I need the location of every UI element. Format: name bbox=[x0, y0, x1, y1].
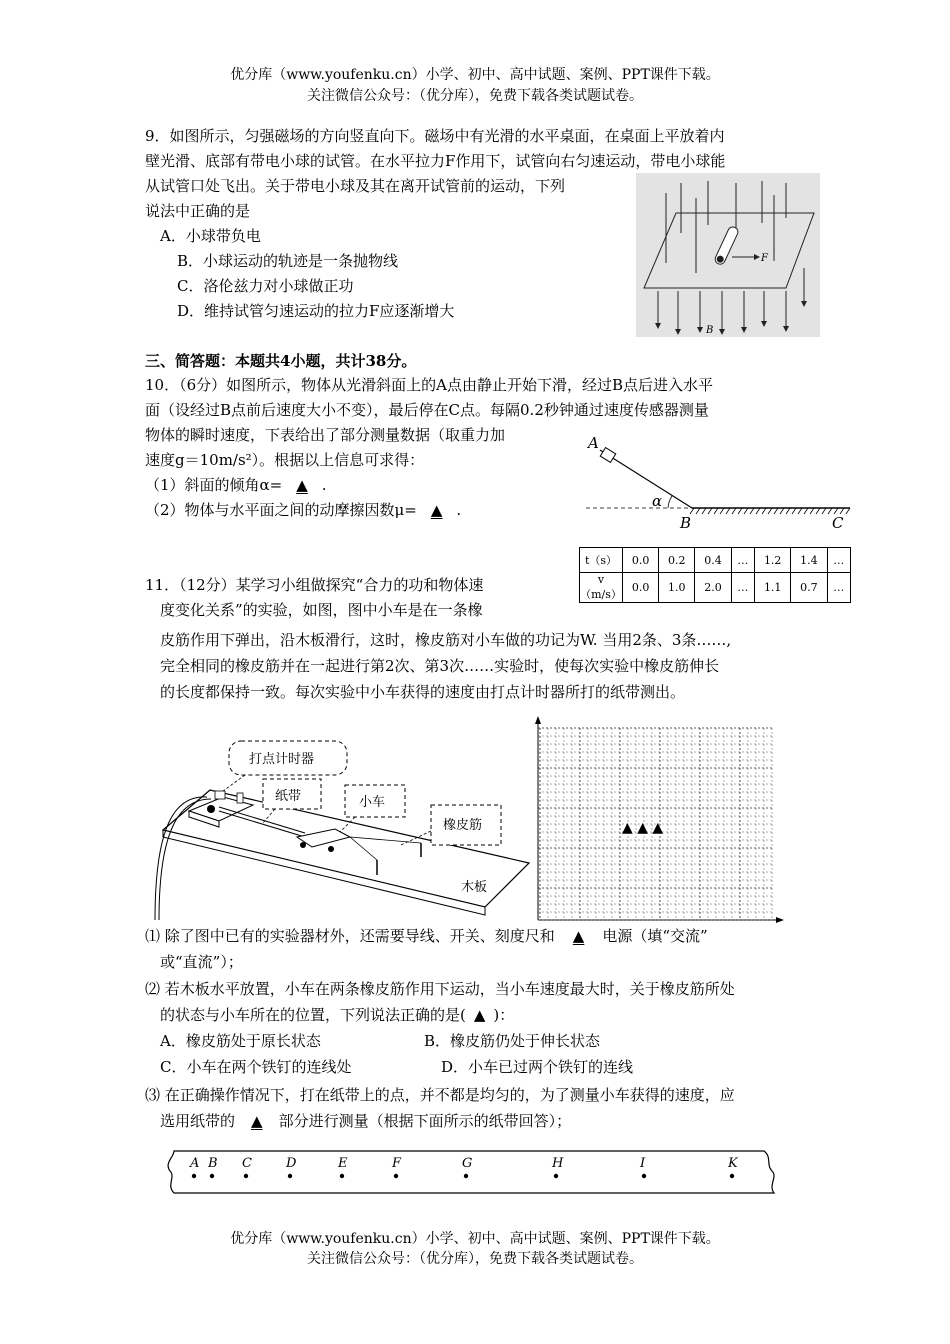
q11-part-3-line-1: ⑶ 在正确操作情况下，打在纸带上的点，并不都是均匀的，为了测量小车获得的速度，应 bbox=[145, 1086, 735, 1104]
q10-answer-blank-1[interactable]: ▲ bbox=[296, 476, 308, 494]
q10-incline-figure bbox=[582, 430, 854, 536]
q11-fig-label-band: 橡皮筋 bbox=[443, 818, 483, 833]
q11-line-2: 度变化关系”的实验，如图，图中小车是在一条橡 bbox=[160, 601, 483, 619]
q10-fig-label-b: B bbox=[680, 514, 692, 532]
tape-point-dot-i bbox=[642, 1174, 646, 1178]
q9-magnetic-field-figure bbox=[636, 173, 820, 337]
q11-part-3-text-b: 部分进行测量（根据下面所示的纸带回答）； bbox=[278, 1112, 572, 1130]
q10-fig-label-a: A bbox=[588, 434, 599, 452]
q10-sub-1-text: （1）斜面的倾角α= bbox=[145, 476, 283, 494]
q11-line-3: 皮筋作用下弹出，沿木板滑行，这时，橡皮筋对小车做的功记为W. 当用2条、3条……, bbox=[160, 631, 732, 649]
table-cell: 2.0 bbox=[695, 573, 731, 603]
table-cell: 0.7 bbox=[791, 573, 827, 603]
tape-point-label-c: C bbox=[242, 1156, 252, 1171]
tape-point-label-e: E bbox=[338, 1156, 348, 1171]
q11-line-5: 的长度都保持一致。每次实验中小车获得的速度由打点计时器所打的纸带测出。 bbox=[160, 683, 686, 701]
q10-line-3: 物体的瞬时速度，下表给出了部分测量数据（取重力加 bbox=[145, 426, 506, 444]
q11-paper-tape bbox=[160, 1145, 782, 1201]
q11-fig-label-board: 木板 bbox=[461, 880, 488, 895]
section-3-title: 三、简答题：本题共4小题，共计38分。 bbox=[145, 352, 417, 370]
q11-part-3-text-a: 选用纸带的 bbox=[160, 1112, 236, 1130]
tape-point-dot-a bbox=[192, 1174, 196, 1178]
q11-option-c: C．小车在两个铁钉的连线处 bbox=[160, 1058, 352, 1076]
table-cell: v（m/s） bbox=[580, 573, 622, 601]
q10-data-table bbox=[579, 547, 851, 603]
tape-point-dot-f bbox=[394, 1174, 398, 1178]
q10-sub-2-text: （2）物体与水平面之间的动摩擦因数μ= bbox=[145, 501, 417, 519]
q9-fig-label-f: F bbox=[761, 253, 768, 264]
tape-point-label-f: F bbox=[392, 1156, 402, 1171]
q10-line-1: 10．（6分）如图所示，物体从光滑斜面上的A点由静止开始下滑，经过B点后进入水平 bbox=[145, 376, 713, 394]
table-cell: … bbox=[827, 573, 851, 603]
q11-fig-label-cart: 小车 bbox=[359, 795, 386, 810]
q11-part-1-line-1 bbox=[145, 924, 708, 949]
table-cell: … bbox=[731, 548, 754, 573]
q11-option-a: A．橡皮筋处于原长状态 bbox=[160, 1032, 321, 1050]
q11-answer-blank-3[interactable]: ▲ bbox=[251, 1112, 263, 1130]
q11-fig-label-timer: 打点计时器 bbox=[249, 752, 315, 767]
q9-option-a: A．小球带负电 bbox=[160, 227, 261, 245]
q11-part-2-text-b: )： bbox=[493, 1006, 515, 1024]
table-cell: t（s） bbox=[580, 548, 623, 573]
table-row bbox=[580, 573, 851, 603]
q11-part-2-text-a: 的状态与小车所在的位置，下列说法正确的是( bbox=[160, 1006, 466, 1024]
q10-answer-blank-2[interactable]: ▲ bbox=[430, 501, 443, 519]
tape-point-label-d: D bbox=[286, 1156, 297, 1171]
q11-part-2-line-2 bbox=[160, 1003, 514, 1028]
tape-point-label-i: I bbox=[640, 1156, 646, 1171]
q11-fig-label-tape: 纸带 bbox=[275, 789, 302, 804]
q9-option-b: B．小球运动的轨迹是一条抛物线 bbox=[177, 252, 399, 270]
q10-line-4: 速度g＝10m/s²）。根据以上信息可求得： bbox=[145, 451, 425, 469]
table-row bbox=[580, 548, 851, 573]
q10-line-2: 面（设经过B点前后速度大小不变），最后停在C点。每隔0.2秒钟通过速度传感器测量 bbox=[145, 401, 709, 419]
q11-grid-marks: ▲ ▲ ▲ bbox=[622, 820, 664, 836]
q9-line-1: 9．如图所示，匀强磁场的方向竖直向下。磁场中有光滑的水平桌面，在桌面上平放着内 bbox=[145, 127, 725, 145]
tape-point-dot-c bbox=[244, 1174, 248, 1178]
tape-point-label-a: A bbox=[190, 1156, 200, 1171]
tape-point-label-h: H bbox=[552, 1156, 564, 1171]
tape-point-dot-e bbox=[340, 1174, 344, 1178]
q11-apparatus-figure bbox=[145, 735, 530, 920]
table-cell: 1.1 bbox=[755, 573, 791, 603]
table-cell: 0.0 bbox=[623, 548, 659, 573]
tape-point-label-k: K bbox=[728, 1156, 738, 1171]
table-cell: … bbox=[827, 548, 851, 573]
q10-sub-2: （2）物体与水平面之间的动摩擦因数μ= ▲ . bbox=[145, 498, 461, 523]
q11-answer-blank-1[interactable]: ▲ bbox=[572, 927, 585, 945]
q9-option-c: C．洛伦兹力对小球做正功 bbox=[177, 277, 354, 295]
header-line-2: 关注微信公众号：（优分库），免费下载各类试题试卷。 bbox=[307, 88, 643, 104]
table-cell: 1.4 bbox=[791, 548, 827, 573]
q11-part-3-line-2 bbox=[160, 1109, 571, 1134]
header-line-1: 优分库（www.youfenku.cn）小学、初中、高中试题、案例、PPT课件下载。 bbox=[230, 67, 720, 83]
tape-point-dot-d bbox=[288, 1174, 292, 1178]
table-cell: 0.0 bbox=[623, 573, 659, 603]
q10-sub-1: （1）斜面的倾角α= ▲ . bbox=[145, 473, 327, 498]
q11-line-4: 完全相同的橡皮筋并在一起进行第2次、第3次……实验时，使每次实验中橡皮筋伸长 bbox=[160, 657, 720, 675]
footer-line-2: 关注微信公众号：（优分库），免费下载各类试题试卷。 bbox=[307, 1251, 643, 1267]
q11-option-d: D．小车已过两个铁钉的连线 bbox=[441, 1058, 634, 1076]
footer-line-1: 优分库（www.youfenku.cn）小学、初中、高中试题、案例、PPT课件下载。 bbox=[230, 1231, 720, 1247]
q9-line-3: 从试管口处飞出。关于带电小球及其在离开试管前的运动，下列 bbox=[145, 177, 566, 195]
table-cell: … bbox=[731, 573, 754, 603]
q11-line-1: 11．（12分）某学习小组做探究“合力的功和物体速 bbox=[145, 576, 484, 594]
tape-point-dot-g bbox=[464, 1174, 468, 1178]
q11-option-b: B．橡皮筋仍处于伸长状态 bbox=[424, 1032, 601, 1050]
q11-answer-blank-2[interactable]: ▲ bbox=[473, 1006, 486, 1024]
q11-part-2-line-1: ⑵ 若木板水平放置，小车在两条橡皮筋作用下运动，当小车速度最大时，关于橡皮筋所处 bbox=[145, 980, 735, 998]
table-cell: 0.2 bbox=[659, 548, 695, 573]
q11-part-1-text-b: 电源（填“交流” bbox=[602, 927, 708, 945]
tape-point-label-g: G bbox=[462, 1156, 473, 1171]
table-cell: 1.2 bbox=[755, 548, 791, 573]
q11-part-1-text-a: ⑴ 除了图中已有的实验器材外，还需要导线、开关、刻度尺和 bbox=[145, 927, 555, 945]
q9-fig-label-b: B bbox=[706, 325, 714, 336]
tape-point-dot-h bbox=[554, 1174, 558, 1178]
table-cell: 1.0 bbox=[659, 573, 695, 603]
tape-point-dot-b bbox=[210, 1174, 214, 1178]
q10-fig-label-alpha: α bbox=[652, 492, 663, 510]
q10-fig-label-c: C bbox=[832, 514, 844, 532]
tape-point-label-b: B bbox=[208, 1156, 218, 1171]
tape-point-dot-k bbox=[730, 1174, 734, 1178]
table-cell: 0.4 bbox=[695, 548, 731, 573]
q9-line-4: 说法中正确的是 bbox=[145, 202, 251, 220]
q9-option-d: D．维持试管匀速运动的拉力F应逐渐增大 bbox=[177, 302, 455, 320]
q11-answer-grid bbox=[528, 714, 786, 926]
q9-line-2: 壁光滑、底部有带电小球的试管。在水平拉力F作用下，试管向右匀速运动，带电小球能 bbox=[145, 152, 726, 170]
q11-part-1-line-2: 或“直流”）； bbox=[160, 953, 243, 971]
